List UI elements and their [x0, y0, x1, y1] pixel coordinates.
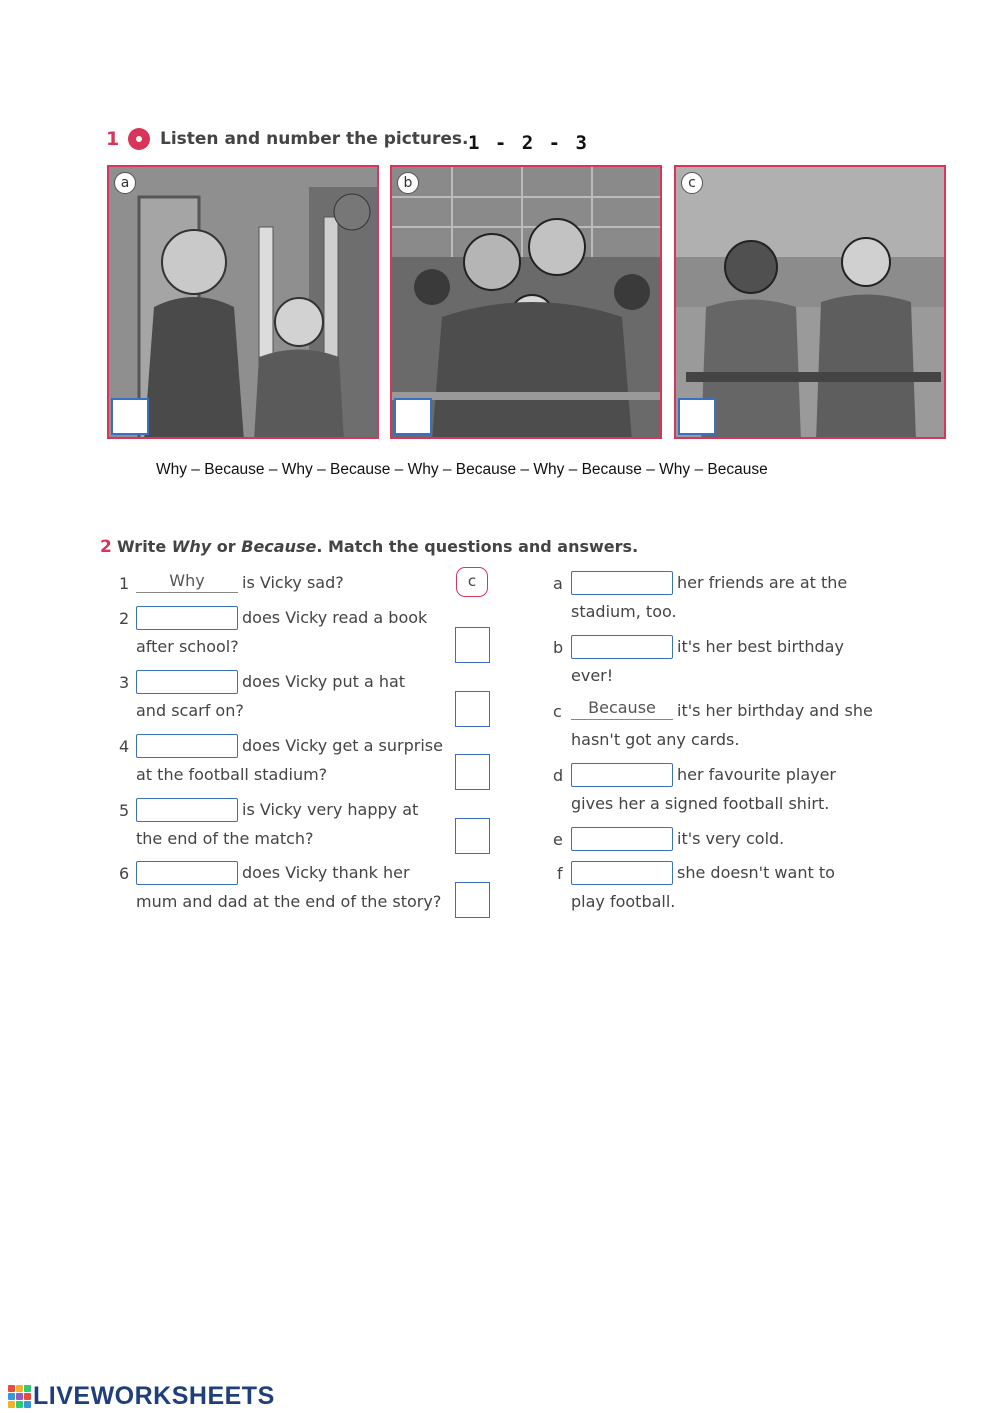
answer-d-line2: gives her a signed football shirt. — [571, 794, 830, 813]
panel-b-number-input[interactable] — [394, 398, 432, 435]
answer-a-line1: her friends are at the — [677, 573, 848, 592]
question-3-input[interactable] — [136, 670, 238, 694]
exercise-1-title: Listen and number the pictures. — [160, 129, 469, 149]
question-6-line2: mum and dad at the end of the story? — [136, 892, 442, 911]
question-1-example-answer: Why — [136, 570, 238, 593]
answer-b-letter: b — [553, 638, 564, 657]
question-4-line2: at the football stadium? — [136, 765, 328, 784]
question-4-match-input[interactable] — [455, 754, 490, 790]
exercise-2-number: 2 — [100, 537, 112, 557]
question-3-number: 3 — [119, 673, 130, 692]
question-4-number: 4 — [119, 737, 130, 756]
answer-e-input[interactable] — [571, 827, 673, 851]
answer-c-line2: hasn't got any cards. — [571, 730, 740, 749]
answer-e-letter: e — [553, 830, 563, 849]
word-bank: Why – Because – Why – Because – Why – Because – Why – Because – Why – Because — [156, 461, 768, 478]
exercise-1-number: 1 — [106, 128, 120, 150]
answer-b-line1: it's her best birthday — [677, 637, 844, 656]
scene-family-coats-illustration — [109, 167, 379, 439]
panel-label-c: c — [681, 172, 703, 194]
question-4-line1: does Vicky get a surprise — [242, 736, 443, 755]
question-1-example-match: c — [456, 567, 488, 597]
answer-b-line2: ever! — [571, 666, 614, 685]
question-3-line2: and scarf on? — [136, 701, 244, 720]
answer-b-input[interactable] — [571, 635, 673, 659]
audio-cd-icon[interactable] — [128, 128, 150, 150]
panel-c-number-input[interactable] — [678, 398, 716, 435]
question-3-line1: does Vicky put a hat — [242, 672, 406, 691]
logo-mark-icon — [8, 1385, 31, 1408]
panel-a-number-input[interactable] — [111, 398, 149, 435]
answer-f-line1: she doesn't want to — [677, 863, 835, 882]
answer-a-input[interactable] — [571, 571, 673, 595]
question-6-match-input[interactable] — [455, 882, 490, 918]
question-6-line1: does Vicky thank her — [242, 863, 410, 882]
answer-c-line1: it's her birthday and she — [677, 701, 873, 720]
picture-panel-a — [107, 165, 379, 439]
scene-stadium-hug-illustration — [392, 167, 662, 439]
picture-panel-c — [674, 165, 946, 439]
answer-f-letter: f — [557, 864, 563, 883]
scene-bench-girls-illustration — [676, 167, 946, 439]
answer-f-input[interactable] — [571, 861, 673, 885]
exercise-2-heading — [100, 537, 638, 557]
question-2-match-input[interactable] — [455, 627, 490, 663]
picture-order-hint: 1 - 2 - 3 — [468, 132, 589, 154]
question-6-number: 6 — [119, 864, 130, 883]
answer-f-line2: play football. — [571, 892, 676, 911]
question-2-number: 2 — [119, 609, 130, 628]
answer-a-letter: a — [553, 574, 563, 593]
question-1-number: 1 — [119, 574, 130, 593]
question-2-line1: does Vicky read a book — [242, 608, 428, 627]
question-5-input[interactable] — [136, 798, 238, 822]
question-4-input[interactable] — [136, 734, 238, 758]
question-1-text: is Vicky sad? — [242, 573, 344, 592]
answer-d-letter: d — [553, 766, 564, 785]
question-2-input[interactable] — [136, 606, 238, 630]
question-5-line1: is Vicky very happy at — [242, 800, 419, 819]
answer-e-line1: it's very cold. — [677, 829, 785, 848]
brand-name: LIVEWORKSHEETS — [33, 1382, 275, 1410]
question-3-match-input[interactable] — [455, 691, 490, 727]
answer-c-example-answer: Because — [571, 697, 673, 720]
panel-label-b: b — [397, 172, 419, 194]
question-5-number: 5 — [119, 801, 130, 820]
answer-d-input[interactable] — [571, 763, 673, 787]
liveworksheets-logo — [8, 1382, 275, 1411]
answer-d-line1: her favourite player — [677, 765, 837, 784]
question-2-line2: after school? — [136, 637, 239, 656]
question-5-line2: the end of the match? — [136, 829, 314, 848]
question-6-input[interactable] — [136, 861, 238, 885]
picture-panel-b — [390, 165, 662, 439]
answer-a-line2: stadium, too. — [571, 602, 677, 621]
answer-c-letter: c — [553, 702, 562, 721]
panel-label-a: a — [114, 172, 136, 194]
question-5-match-input[interactable] — [455, 818, 490, 854]
exercise-2-title: Write Why or Because. Match the questions and answers. — [116, 537, 639, 556]
